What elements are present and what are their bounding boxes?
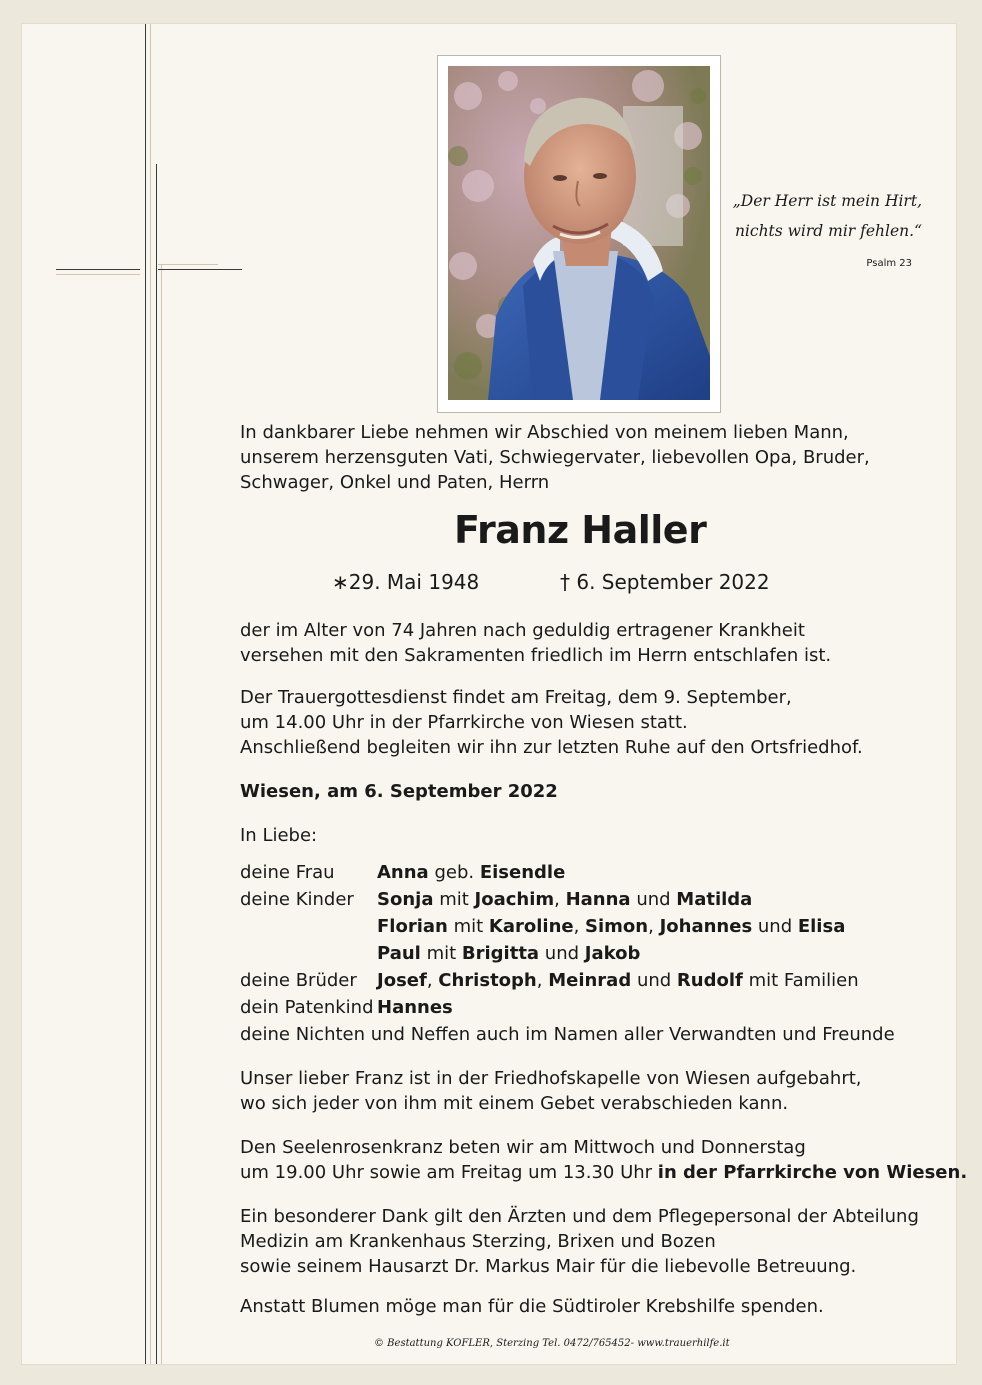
family-value: Hannes — [377, 997, 453, 1018]
para3-line-2: wo sich jeder von ihm mit einem Gebet verabschieden kann. — [240, 1093, 789, 1114]
in-liebe: In Liebe: — [240, 825, 318, 846]
family-row-kinder-3 — [240, 941, 920, 966]
family-label: deine Kinder — [240, 889, 354, 910]
intro-line-3: Schwager, Onkel und Paten, Herrn — [240, 472, 550, 493]
portrait-frame — [437, 55, 721, 413]
para2-line-3: Anschließend begleiten wir ihn zur letzten Ruhe auf den Ortsfriedhof. — [240, 737, 863, 758]
family-value: Anna geb. Eisendle — [377, 862, 566, 883]
family-row-kinder-2 — [240, 914, 920, 939]
quote-source: Psalm 23 — [866, 258, 912, 269]
family-value: Paul mit Brigitta und Jakob — [377, 943, 641, 964]
para1-line-1: der im Alter von 74 Jahren nach geduldig ertragener Krankheit — [240, 620, 805, 641]
para4-line-1: Den Seelenrosenkranz beten wir am Mittwoch und Donnerstag — [240, 1137, 806, 1158]
family-row-frau — [240, 860, 920, 885]
family-value: Josef, Christoph, Meinrad und Rudolf mit Familien — [377, 970, 859, 991]
portrait-photo — [448, 66, 710, 400]
quote-line-2: nichts wird mir fehlen.“ — [734, 222, 922, 240]
para3-line-1: Unser lieber Franz ist in der Friedhofskapelle von Wiesen aufgebahrt, — [240, 1068, 862, 1089]
para5-line-1: Ein besonderer Dank gilt den Ärzten und dem Pflegepersonal der Abteilung — [240, 1206, 919, 1227]
para5-line-3: sowie seinem Hausarzt Dr. Markus Mair für die liebevolle Betreuung. — [240, 1256, 857, 1277]
family-row-brueder — [240, 968, 920, 993]
birth-date: ∗29. Mai 1948 — [332, 570, 480, 594]
death-date: † 6. September 2022 — [560, 570, 770, 594]
quote-line-1: „Der Herr ist mein Hirt, — [732, 192, 922, 210]
place-date: Wiesen, am 6. September 2022 — [240, 781, 558, 802]
family-value: Sonja mit Joachim, Hanna und Matilda — [377, 889, 753, 910]
family-row-kinder — [240, 887, 920, 912]
intro-line-1: In dankbarer Liebe nehmen wir Abschied von meinem lieben Mann, — [240, 422, 849, 443]
family-row-nichten: deine Nichten und Neffen auch im Namen aller Verwandten und Freunde — [240, 1024, 895, 1045]
para2-line-2: um 14.00 Uhr in der Pfarrkirche von Wiesen statt. — [240, 712, 688, 733]
para1-line-2: versehen mit den Sakramenten friedlich im Herrn entschlafen ist. — [240, 645, 832, 666]
family-value: Florian mit Karoline, Simon, Johannes und Elisa — [377, 916, 846, 937]
intro-line-2: unserem herzensguten Vati, Schwiegervater, liebevollen Opa, Bruder, — [240, 447, 870, 468]
deceased-name: Franz Haller — [454, 508, 707, 552]
footer-credit: © Bestattung KOFLER, Sterzing Tel. 0472/765452- www.trauerhilfe.it — [374, 1338, 730, 1349]
family-label: dein Patenkind — [240, 997, 374, 1018]
para5-line-2: Medizin am Krankenhaus Sterzing, Brixen und Bozen — [240, 1231, 716, 1252]
family-label: deine Frau — [240, 862, 335, 883]
family-label: deine Brüder — [240, 970, 357, 991]
family-row-patenkind — [240, 995, 920, 1020]
obituary-page — [22, 24, 968, 1364]
para2-line-1: Der Trauergottesdienst findet am Freitag, dem 9. September, — [240, 687, 792, 708]
para6: Anstatt Blumen möge man für die Südtiroler Krebshilfe spenden. — [240, 1296, 824, 1317]
para4-line-2: um 19.00 Uhr sowie am Freitag um 13.30 Uhr in der Pfarrkirche von Wiesen. — [240, 1162, 968, 1183]
